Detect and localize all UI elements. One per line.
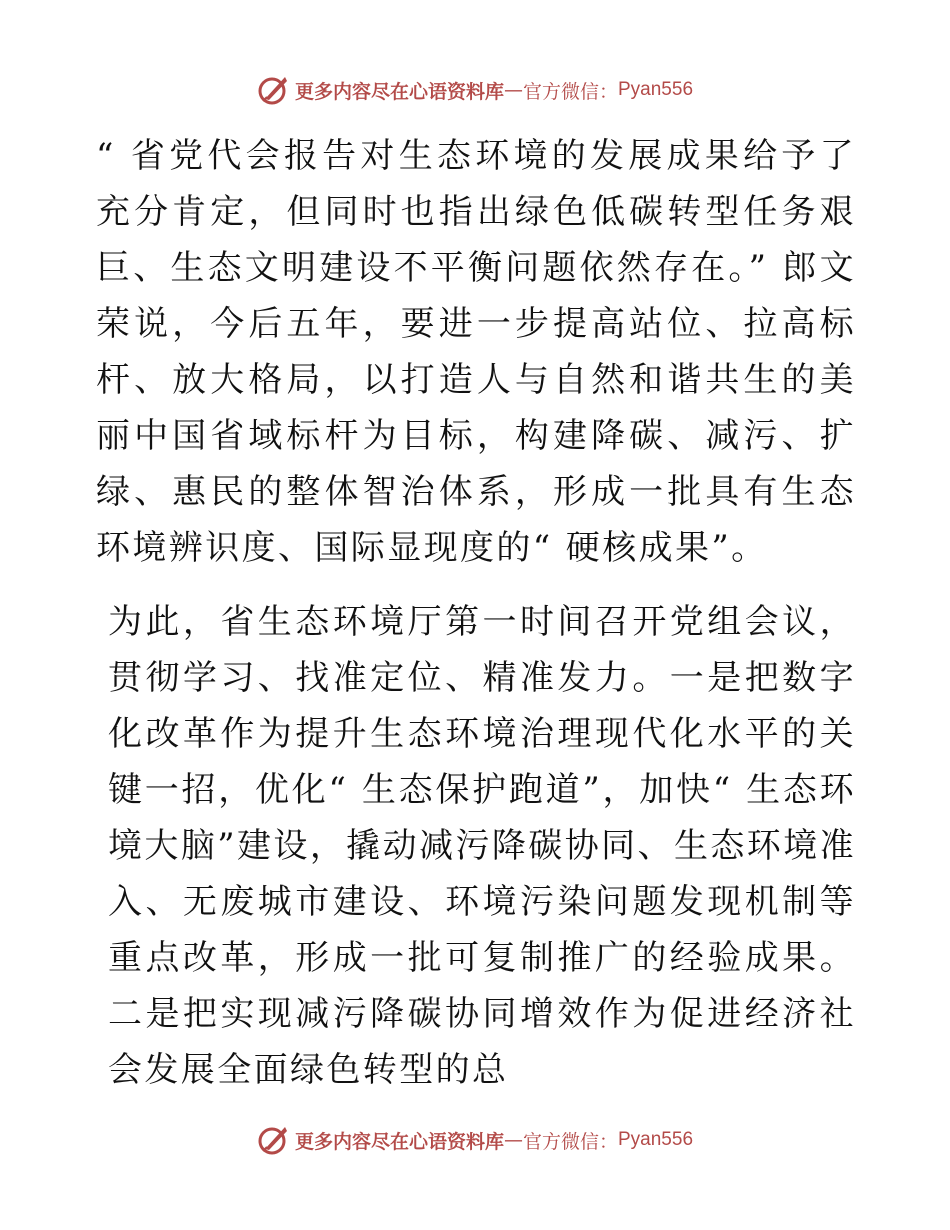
quill-pen-logo-icon xyxy=(257,73,291,107)
paragraph-2: 为此，省生态环境厅第一时间召开党组会议，贯彻学习、找准定位、精准发力。一是把数字化改革作为提升生态环境治理现代化水平的关键一招，优化“ 生态保护跑道”，加快“ 生态环境大脑”建设，撬动减污降碳协同、生态环境准入、无废城市建设、环境污染问题发现机制等重点改革，形成一批可复制推广的经验成果。二是把实现减污降碳协同增效作为促进经济社会发展全面绿色转型的总 xyxy=(108,602,856,1090)
document-body xyxy=(96,128,856,1098)
watermark-wechat-id: Pyan556 xyxy=(618,79,694,100)
watermark-dash: — xyxy=(503,79,523,101)
watermark-wechat-label: 官方微信： xyxy=(522,80,618,103)
watermark-wechat-label: 官方微信： xyxy=(522,1130,618,1153)
header-watermark xyxy=(0,70,950,110)
paragraph-1: “ 省党代会报告对生态环境的发展成果给予了充分肯定，但同时也指出绿色低碳转型任务艰巨、生态文明建设不平衡问题依然存在。” 郎文荣说，今后五年，要进一步提高站位、拉高标杆、放大格局，以打造人与自然和谐共生的美丽中国省域标杆为目标，构建降碳、减污、扩绿、惠民的整体智治体系，形成一批具有生态环境辨识度、国际显现度的“ 硬核成果”。 xyxy=(96,136,856,568)
footer-watermark xyxy=(0,1120,950,1160)
quill-pen-logo-icon xyxy=(257,1123,291,1157)
watermark-wechat-id: Pyan556 xyxy=(618,1129,694,1150)
watermark-brand: 更多内容尽在心语资料库 xyxy=(294,1130,504,1153)
watermark-brand: 更多内容尽在心语资料库 xyxy=(294,80,504,103)
watermark-dash: — xyxy=(503,1129,523,1151)
